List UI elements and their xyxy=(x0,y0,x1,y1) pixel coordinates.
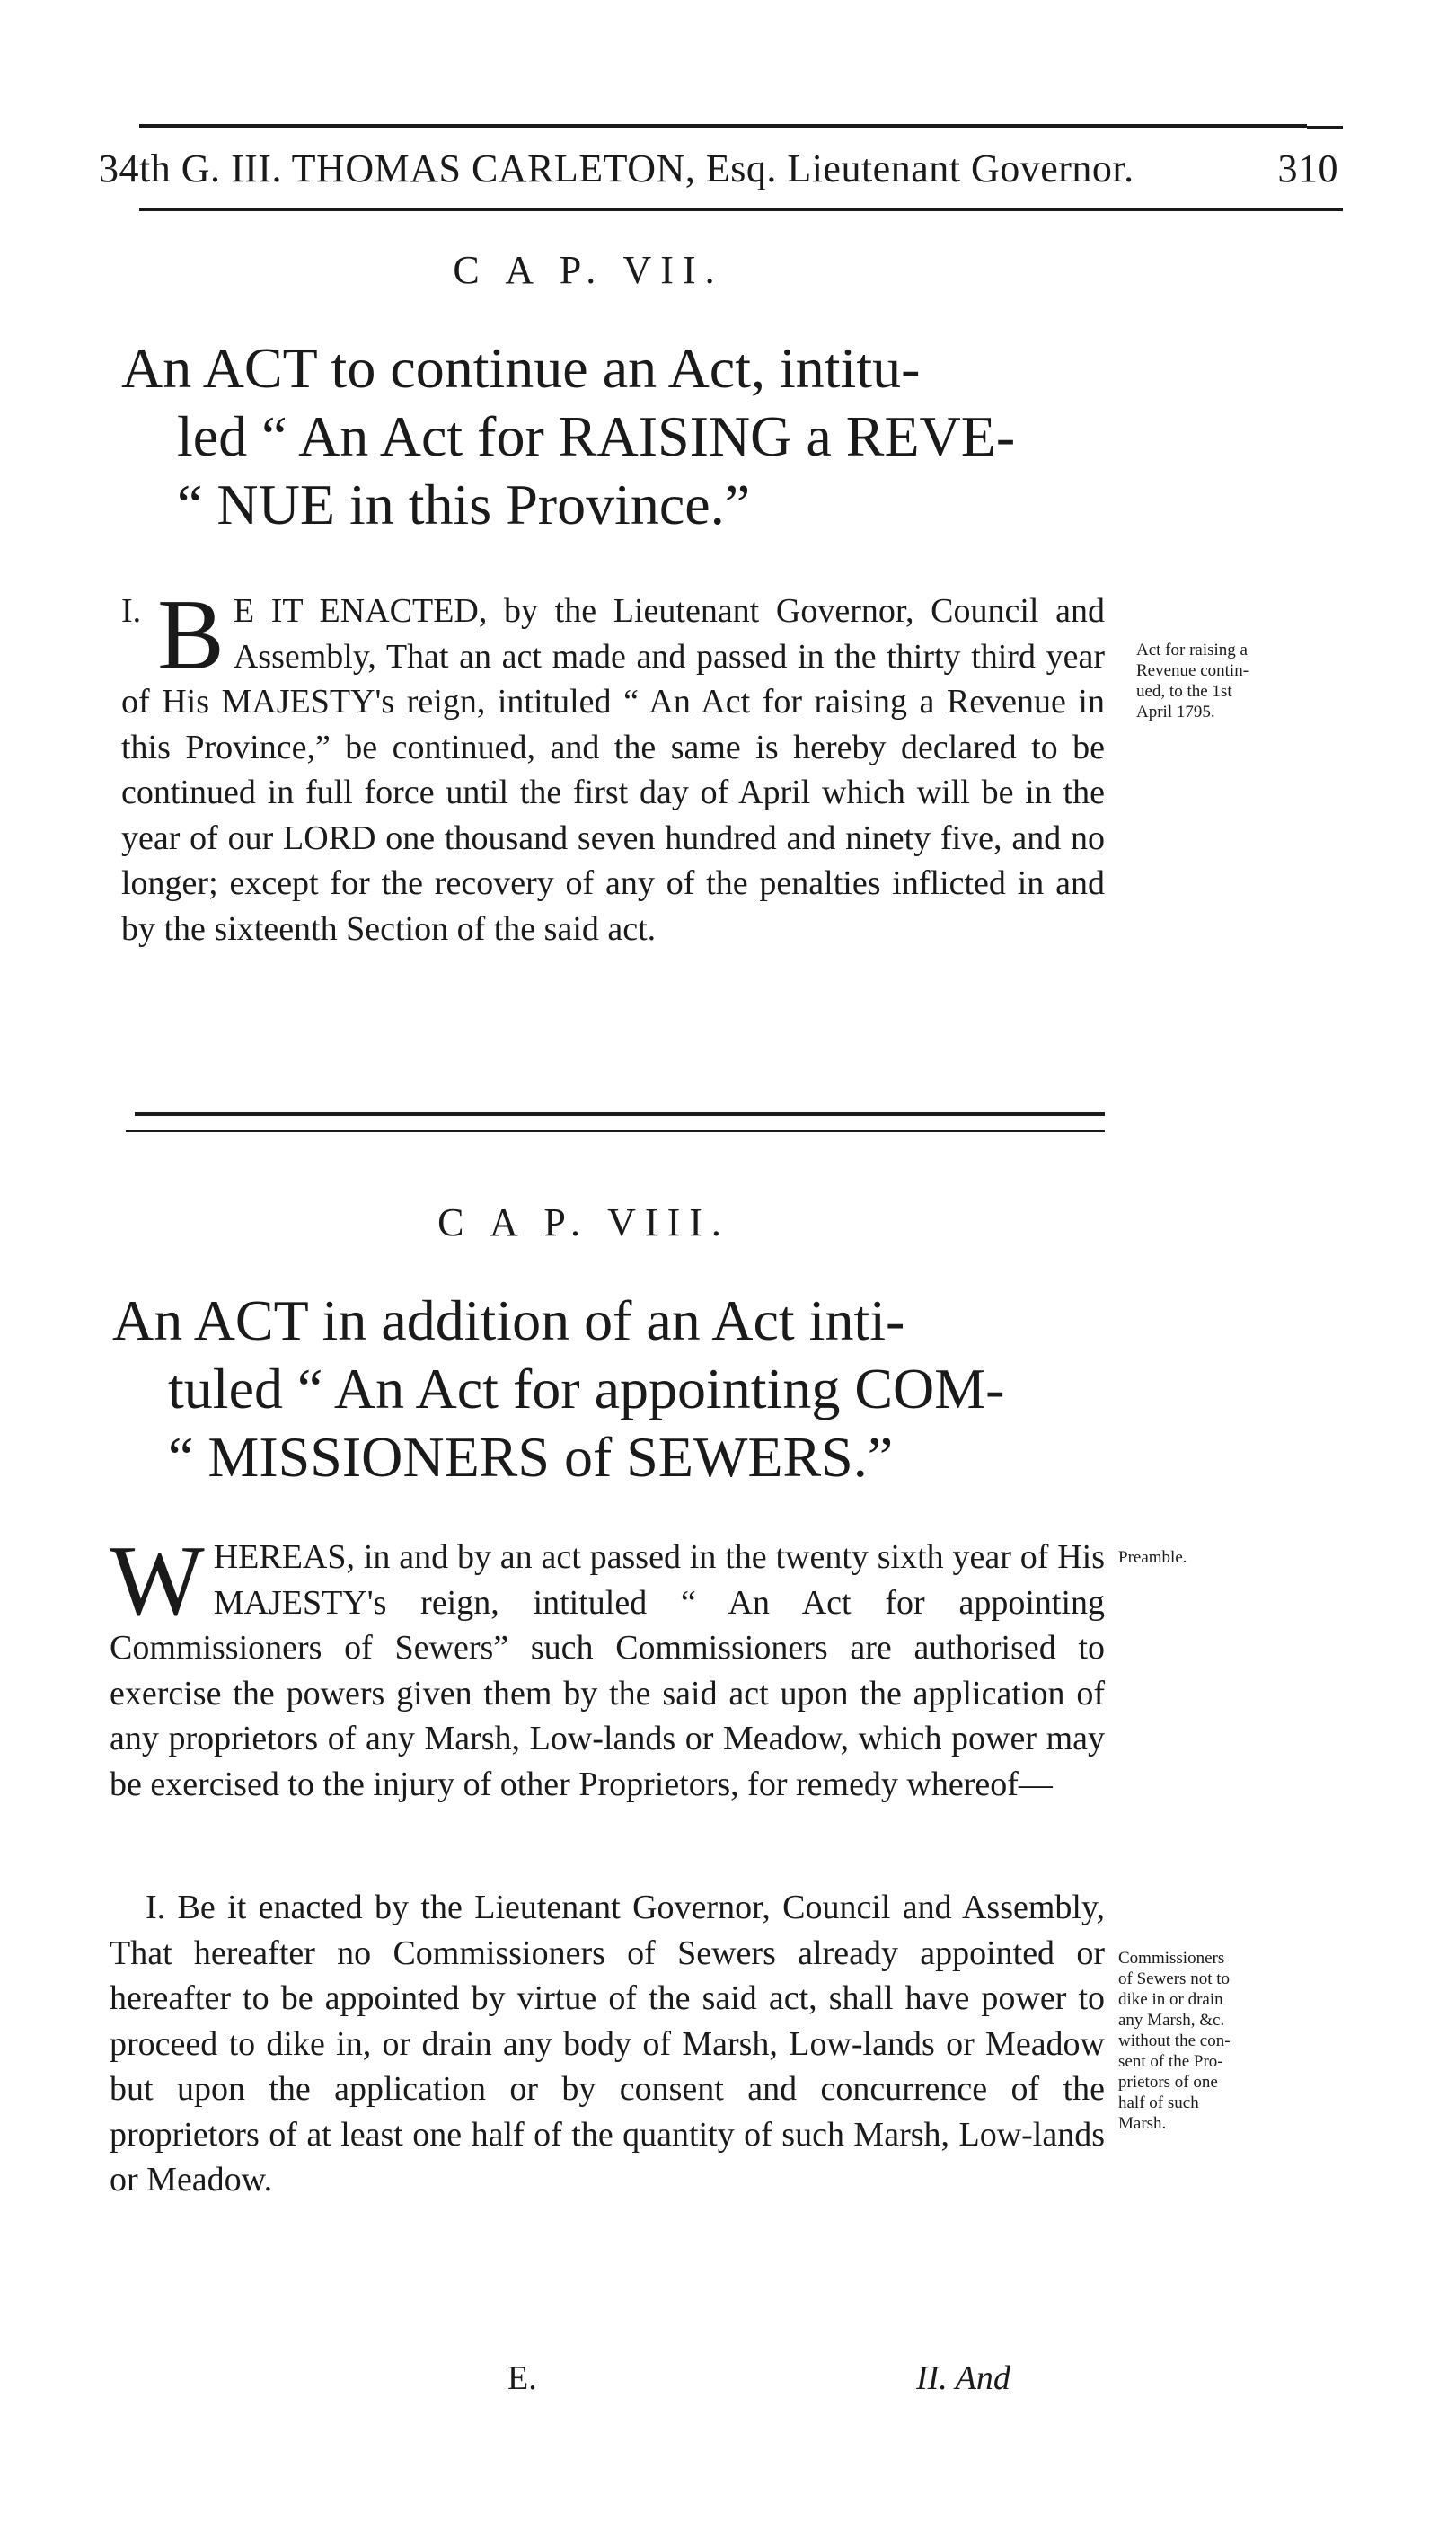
header-bottom-rule xyxy=(139,208,1343,211)
title-line: “ MISSIONERS of SEWERS.” xyxy=(168,1425,894,1489)
drop-capital: B xyxy=(157,580,225,691)
header-top-rule-tail xyxy=(1307,126,1343,129)
signature-mark: E. xyxy=(507,2359,537,2397)
section-body-7 xyxy=(121,580,1105,951)
preamble-text: HEREAS, in and by an act passed in the twenty sixth year of His MAJESTY's reign, intituled “ An Act for appointing Commissioners of Sewers” such Commissioners are authorised to exercise the powers given them by the said act upon the application of any proprietors of any Marsh, Low-lands or Meadow, which power may be exercised to the injury of other Proprietors, for remedy whereof— xyxy=(110,1538,1105,1803)
chapter-heading-8: C A P. VIII. xyxy=(437,1200,730,1244)
chapter-heading-7: C A P. VII. xyxy=(453,248,724,292)
running-header-text: 34th G. III. THOMAS CARLETON, Esq. Lieutenant Governor. xyxy=(99,146,1134,190)
section-number: I. xyxy=(121,592,142,630)
title-line: “ NUE in this Province.” xyxy=(177,473,751,536)
preamble-note: Preamble. xyxy=(1118,1548,1187,1567)
title-line: An ACT to continue an Act, intitu- xyxy=(121,336,921,400)
chapter-title-8 xyxy=(112,1287,1118,1491)
section-body-8: I. Be it enacted by the Lieutenant Governor, Council and Assembly, That hereafter no Commissioners of Sewers already appointed or hereafter to be appointed by virtue of the said act, shall have power to proceed to dike in, or drain any body of Marsh, Low-lands or Meadow but upon the application or by consent and concurrence of the proprietors of at least one half of the quantity of such Marsh, Low-lands or Meadow. xyxy=(110,1889,1105,2199)
page-number: 310 xyxy=(1277,146,1338,190)
preamble xyxy=(110,1526,1105,1807)
chapter-separator-rule xyxy=(135,1112,1105,1116)
title-line: led “ An Act for RAISING a REVE- xyxy=(177,404,1016,468)
running-header xyxy=(99,146,1338,191)
title-line: tuled “ An Act for appointing COM- xyxy=(168,1357,1005,1420)
chapter-separator-rule xyxy=(126,1130,1105,1132)
catchword: II. And xyxy=(916,2359,1010,2397)
drop-capital: W xyxy=(110,1526,205,1637)
chapter-title-7 xyxy=(121,334,1127,539)
section-text: E IT ENACTED, by the Lieutenant Governor, Council and Assembly, That an act made and passed in the thirty third year of His MAJESTY's reign, intituled “ An Act for raising a Revenue in this Province,” be continued, and the same is hereby declared to be continued in full force until the first day of April which will be in the year of our LORD one thousand seven hundred and ninety five, and no longer; except for the recovery of any of the penalties inflicted in and by the sixteenth Section of the said act. xyxy=(121,592,1105,948)
title-line: An ACT in addition of an Act inti- xyxy=(112,1288,905,1352)
header-top-rule xyxy=(139,124,1307,128)
margin-note: Act for raising a Revenue contin- ued, to the 1st April 1795. xyxy=(1136,641,1249,721)
section-note: Commissioners of Sewers not to dike in or drain any Marsh, &c. without the con- sent of the Pro- prietors of one half of such Marsh. xyxy=(1118,1949,1231,2133)
